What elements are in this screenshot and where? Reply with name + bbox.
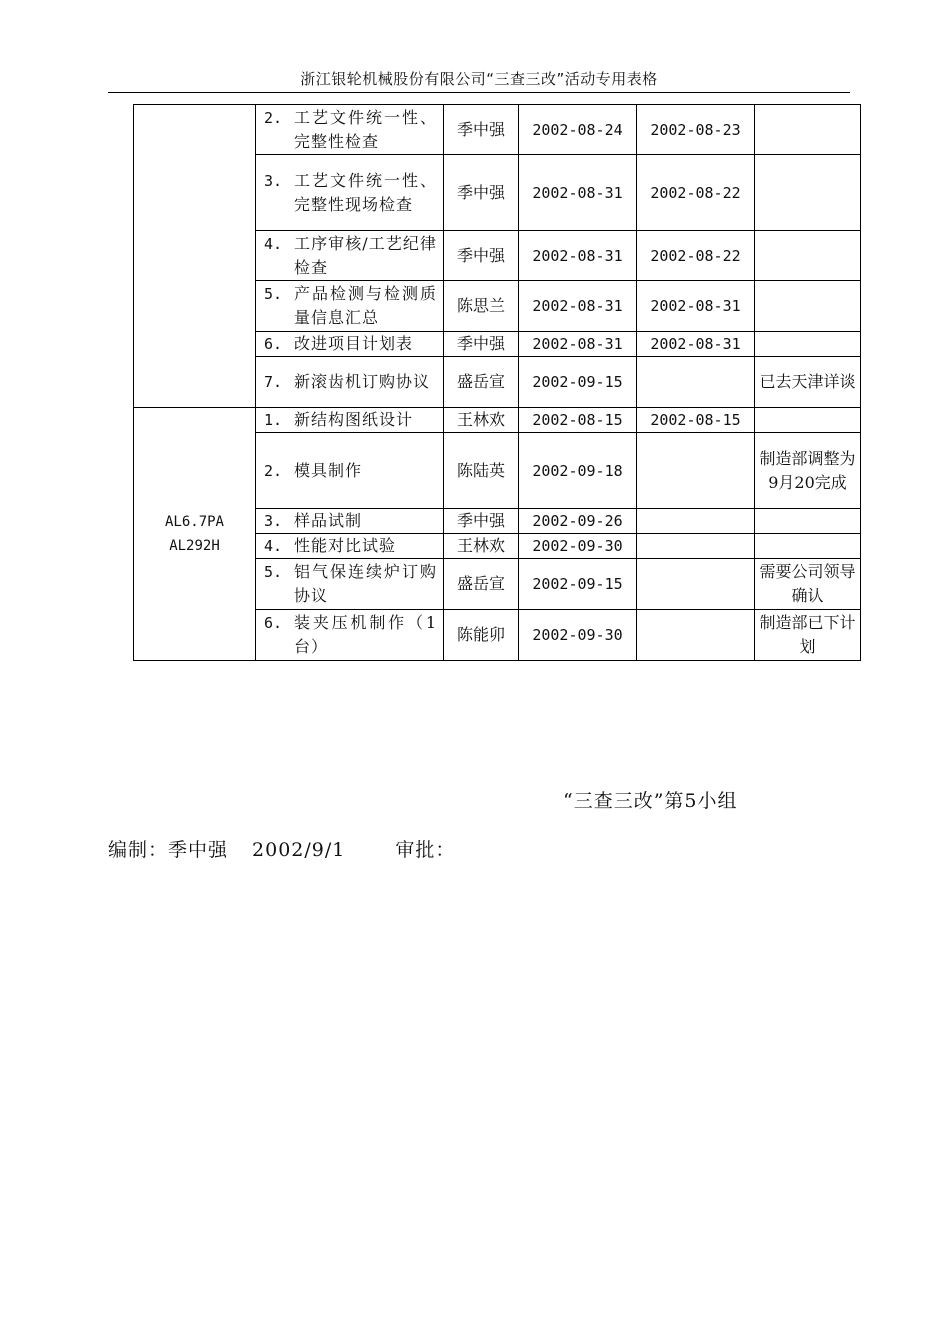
owner-cell: 季中强 bbox=[444, 155, 519, 231]
document-header bbox=[108, 66, 850, 93]
item-cell bbox=[256, 357, 444, 408]
done-date-cell: 2002-08-23 bbox=[637, 105, 755, 155]
item-cell bbox=[256, 281, 444, 332]
due-date-cell: 2002-09-30 bbox=[519, 534, 637, 559]
note-cell bbox=[755, 155, 861, 231]
item-text: 新结构图纸设计 bbox=[294, 410, 414, 429]
owner-cell: 季中强 bbox=[444, 231, 519, 281]
prepared-label: 编制： bbox=[108, 839, 169, 861]
done-date-cell bbox=[637, 610, 755, 661]
item-cell bbox=[256, 433, 444, 509]
due-date-cell: 2002-08-31 bbox=[519, 231, 637, 281]
done-date-cell bbox=[637, 509, 755, 534]
item-cell bbox=[256, 534, 444, 559]
item-cell bbox=[256, 105, 444, 155]
due-date-cell: 2002-09-30 bbox=[519, 610, 637, 661]
note-cell bbox=[755, 231, 861, 281]
due-date-cell: 2002-09-26 bbox=[519, 509, 637, 534]
due-date-cell: 2002-09-18 bbox=[519, 433, 637, 509]
done-date-cell: 2002-08-22 bbox=[637, 155, 755, 231]
prepared-by: 季中强 bbox=[168, 839, 229, 861]
note-cell bbox=[755, 281, 861, 332]
item-number: 5. bbox=[264, 285, 283, 303]
done-date-cell bbox=[637, 559, 755, 610]
item-text: 工序审核/工艺纪律检查 bbox=[294, 233, 437, 277]
item-cell bbox=[256, 231, 444, 281]
due-date-cell: 2002-08-31 bbox=[519, 281, 637, 332]
owner-cell: 季中强 bbox=[444, 332, 519, 357]
item-text: 样品试制 bbox=[294, 511, 363, 530]
item-text: 新滚齿机订购协议 bbox=[294, 372, 431, 391]
group-label-cell bbox=[134, 408, 256, 661]
due-date-cell: 2002-09-15 bbox=[519, 357, 637, 408]
prepared-date: 2002/9/1 bbox=[252, 839, 346, 861]
item-number: 6. bbox=[264, 614, 283, 632]
note-cell: 需要公司领导确认 bbox=[755, 559, 861, 610]
done-date-cell: 2002-08-22 bbox=[637, 231, 755, 281]
item-number: 2. bbox=[264, 461, 283, 480]
item-number: 3. bbox=[264, 512, 283, 530]
item-cell bbox=[256, 155, 444, 231]
owner-cell: 陈陆英 bbox=[444, 433, 519, 509]
item-number: 3. bbox=[264, 171, 283, 190]
item-cell bbox=[256, 610, 444, 661]
table-row bbox=[134, 105, 861, 155]
done-date-cell: 2002-08-31 bbox=[637, 281, 755, 332]
note-cell: 已去天津详谈 bbox=[755, 357, 861, 408]
due-date-cell: 2002-08-24 bbox=[519, 105, 637, 155]
due-date-cell: 2002-08-31 bbox=[519, 332, 637, 357]
owner-cell: 王林欢 bbox=[444, 408, 519, 433]
owner-cell: 季中强 bbox=[444, 105, 519, 155]
note-cell bbox=[755, 332, 861, 357]
owner-cell: 盛岳宣 bbox=[444, 357, 519, 408]
header-title: 浙江银轮机械股份有限公司“三查三改”活动专用表格 bbox=[300, 70, 658, 88]
group-signature: “三查三改”第5小组 bbox=[563, 790, 738, 812]
owner-cell: 陈思兰 bbox=[444, 281, 519, 332]
note-cell bbox=[755, 408, 861, 433]
item-cell bbox=[256, 559, 444, 610]
approved-label: 审批： bbox=[395, 839, 456, 861]
done-date-cell bbox=[637, 433, 755, 509]
table-row bbox=[134, 408, 861, 433]
owner-cell: 盛岳宣 bbox=[444, 559, 519, 610]
item-text: 性能对比试验 bbox=[294, 536, 397, 555]
item-text: 铝气保连续炉订购协议 bbox=[294, 562, 437, 605]
done-date-cell: 2002-08-31 bbox=[637, 332, 755, 357]
item-text: 模具制作 bbox=[294, 460, 363, 480]
item-number: 2. bbox=[264, 108, 283, 127]
item-number: 5. bbox=[264, 563, 283, 581]
owner-cell: 陈能卯 bbox=[444, 610, 519, 661]
item-cell bbox=[256, 408, 444, 433]
item-number: 4. bbox=[264, 234, 283, 253]
model-label: AL292H bbox=[169, 538, 220, 554]
note-cell: 制造部调整为9月20完成 bbox=[755, 433, 861, 509]
due-date-cell: 2002-08-31 bbox=[519, 155, 637, 231]
item-cell bbox=[256, 332, 444, 357]
item-number: 4. bbox=[264, 537, 283, 555]
plan-table bbox=[133, 104, 861, 661]
due-date-cell: 2002-09-15 bbox=[519, 559, 637, 610]
item-text: 装夹压机制作（1台） bbox=[294, 613, 437, 656]
item-number: 6. bbox=[264, 335, 283, 353]
owner-cell: 王林欢 bbox=[444, 534, 519, 559]
item-text: 改进项目计划表 bbox=[294, 334, 414, 353]
owner-cell: 季中强 bbox=[444, 509, 519, 534]
note-cell bbox=[755, 105, 861, 155]
note-cell bbox=[755, 509, 861, 534]
done-date-cell bbox=[637, 357, 755, 408]
footer-approval-line bbox=[108, 835, 455, 862]
item-text: 工艺文件统一性、完整性现场检查 bbox=[294, 170, 437, 214]
note-cell: 制造部已下计划 bbox=[755, 610, 861, 661]
done-date-cell bbox=[637, 534, 755, 559]
done-date-cell: 2002-08-15 bbox=[637, 408, 755, 433]
group-label-cell bbox=[134, 105, 256, 408]
note-cell bbox=[755, 534, 861, 559]
item-number: 1. bbox=[264, 411, 283, 429]
item-text: 产品检测与检测质量信息汇总 bbox=[294, 284, 437, 327]
due-date-cell: 2002-08-15 bbox=[519, 408, 637, 433]
model-label: AL6.7PA bbox=[164, 514, 224, 530]
item-text: 工艺文件统一性、完整性检查 bbox=[294, 107, 437, 151]
item-cell bbox=[256, 509, 444, 534]
item-number: 7. bbox=[264, 373, 283, 391]
